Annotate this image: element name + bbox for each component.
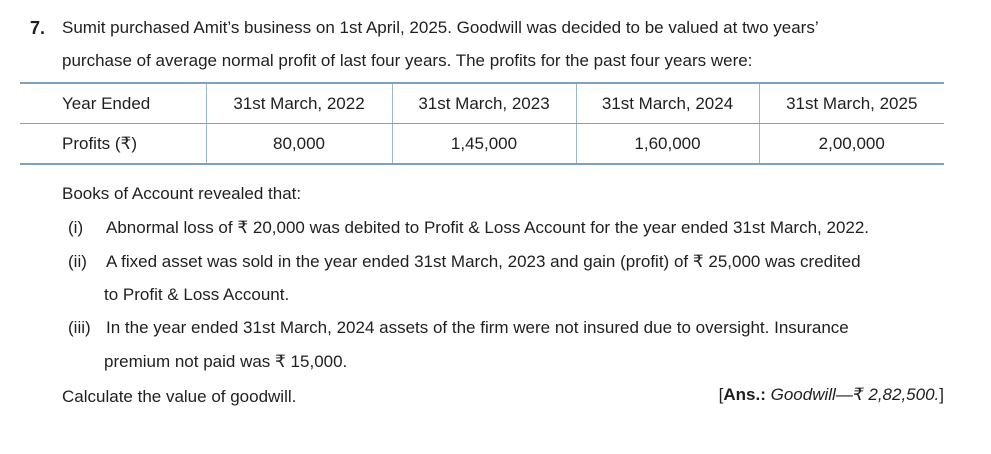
table-header-cell: 31st March, 2024 — [576, 83, 759, 124]
answer-label: Ans.: — [723, 385, 766, 404]
question-text-line-2: purchase of average normal profit of last four years. The profits for the past four years were: — [62, 51, 753, 70]
item-numeral: (i) — [68, 218, 84, 237]
table-header-cell: Year Ended — [20, 83, 206, 124]
question-number: 7. — [30, 18, 46, 38]
item-text: A fixed asset was sold in the year ended 31st March, 2023 and gain (profit) of ₹ 25,000 was credited — [106, 252, 861, 271]
table-header-row — [20, 83, 944, 124]
list-item — [62, 318, 849, 338]
table-row-label: Profits (₹) — [20, 124, 206, 165]
table-cell: 1,45,000 — [392, 124, 576, 165]
profits-table — [20, 82, 944, 165]
answer — [719, 385, 944, 405]
table-cell: 1,60,000 — [576, 124, 759, 165]
answer-bracket-close: ] — [939, 385, 944, 404]
calculate-instruction: Calculate the value of goodwill. — [62, 387, 297, 406]
table-header-cell: 31st March, 2023 — [392, 83, 576, 124]
question-text-line-1: Sumit purchased Amit’s business on 1st April, 2025. Goodwill was decided to be valued at two years’ — [62, 18, 819, 37]
table-header-cell: 31st March, 2022 — [206, 83, 392, 124]
item-text-continued: premium not paid was ₹ 15,000. — [104, 352, 348, 371]
item-text: In the year ended 31st March, 2024 assets of the firm were not insured due to oversight. Insurance — [106, 318, 849, 337]
table-cell: 2,00,000 — [759, 124, 944, 165]
item-numeral: (iii) — [68, 318, 91, 337]
item-text: Abnormal loss of ₹ 20,000 was debited to Profit & Loss Account for the year ended 31st March, 2022. — [106, 218, 870, 237]
item-text-continued: to Profit & Loss Account. — [104, 285, 290, 304]
books-intro: Books of Account revealed that: — [62, 184, 302, 203]
list-item — [62, 252, 861, 272]
answer-bracket-open: [ — [718, 385, 724, 404]
table-header-cell: 31st March, 2025 — [759, 83, 944, 124]
list-item — [62, 218, 869, 238]
item-numeral: (ii) — [68, 252, 87, 271]
answer-value: Goodwill—₹ 2,82,500. — [770, 385, 940, 404]
table-row — [20, 124, 944, 165]
table-cell: 80,000 — [206, 124, 392, 165]
